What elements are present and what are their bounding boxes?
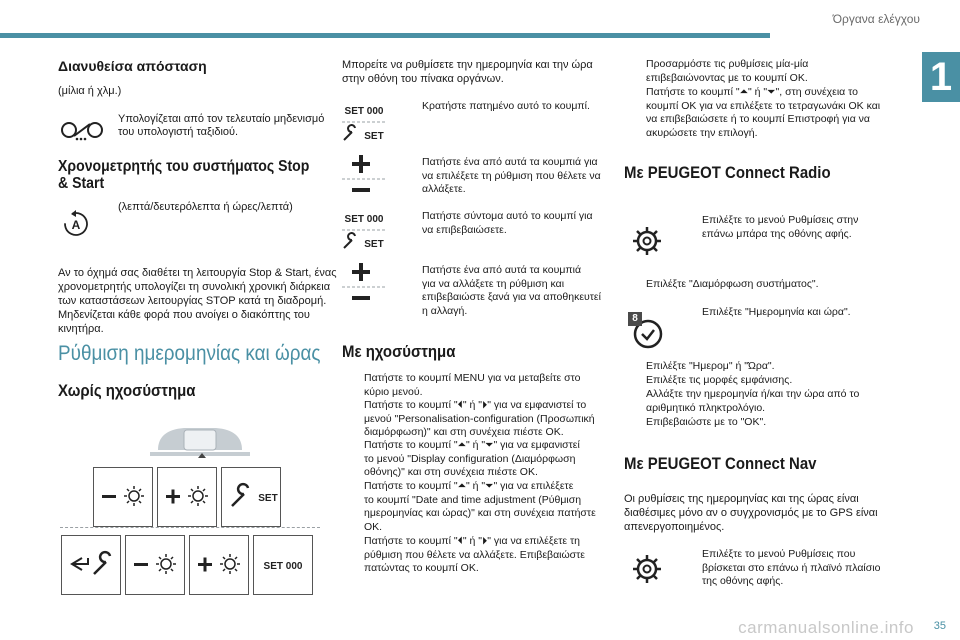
section-title: Όργανα ελέγχου [832, 12, 920, 26]
chapter-tab: 1 [922, 52, 960, 102]
intro-line-1: Μπορείτε να ρυθμίσετε την ημερομηνία και την ώρα [342, 59, 593, 71]
settings-gear-icon [630, 224, 664, 258]
nav-line-3: απενεργοποιημένος. [624, 521, 725, 533]
header-bar [0, 33, 770, 38]
stop-start-icon [62, 208, 90, 238]
key-minus-brightness[interactable] [93, 467, 153, 527]
set000-wrench-set-icon [340, 100, 388, 144]
page-number: 35 [933, 620, 946, 632]
stopstart-line-3: των καταστάσεων λειτουργίας STOP κατά τη διαδρομή. [58, 295, 327, 307]
distance-icon [60, 112, 106, 144]
plus-minus-icon [340, 154, 388, 198]
audio-title: Με ηχοσύστημα [342, 342, 456, 361]
no-audio-title: Χωρίς ηχοσύστημα [58, 381, 196, 400]
distance-units: (μίλια ή χλμ.) [58, 85, 122, 97]
key-set-000[interactable] [253, 535, 313, 595]
distance-desc-2: του υπολογιστή ταξιδιού. [118, 126, 239, 138]
stopstart-title-2: & Start [58, 175, 105, 192]
key-set000-label: SET 000 [263, 561, 303, 572]
radio-title: Με PEUGEOT Connect Radio [624, 163, 831, 182]
set000-wrench-set-icon-2 [340, 208, 388, 252]
stopstart-title-1: Χρονομετρητής του συστήματος Stop [58, 158, 310, 175]
stopstart-line-4: Μηδενίζεται κάθε φορά που ανοίγει ο διακόπτης του [58, 309, 310, 321]
instrument-cluster-icon [140, 420, 260, 464]
stopstart-line-5: κινητήρα. [58, 323, 104, 335]
key-minus-brightness-2[interactable] [125, 535, 185, 595]
step3-set000-label: SET 000 [344, 214, 384, 225]
intro-line-2: στην οθόνη του πίνακα οργάνων. [342, 73, 504, 85]
distance-desc-1: Υπολογίζεται από τον τελευταίο μηδενισμό [118, 113, 325, 125]
stopstart-units: (λεπτά/δευτερόλεπτα ή ώρες/λεπτά) [118, 201, 293, 213]
key-plus-brightness-2[interactable] [189, 535, 249, 595]
step1-set-label: SET [364, 131, 384, 142]
stopstart-line-2: χρονομετρητής υπολογίζει τη συνολική χρονική διάρκεια [58, 281, 331, 293]
distance-title: Διανυθείσα απόσταση [58, 58, 207, 74]
watermark: carmanualsonline.info [738, 618, 914, 637]
key-wrench-set[interactable] [221, 467, 281, 527]
step1-set000-label: SET 000 [344, 106, 384, 117]
nav-title: Με PEUGEOT Connect Nav [624, 454, 817, 473]
datetime-title: Ρύθμιση ημερομηνίας και ώρας [58, 342, 321, 365]
svg-text:A: A [71, 218, 81, 232]
key-back-wrench[interactable] [61, 535, 121, 595]
key-plus-brightness[interactable] [157, 467, 217, 527]
nav-line-1: Οι ρυθμίσεις της ημερομηνίας και της ώρας είναι [624, 493, 859, 505]
plus-minus-icon-2 [340, 262, 388, 306]
stopstart-line-1: Αν το όχημά σας διαθέτει τη λειτουργία Stop & Start, ένας [58, 267, 337, 279]
badge: 8 [628, 312, 642, 326]
step3-set-label: SET [364, 239, 384, 250]
nav-line-2: διαθέσιμες μόνο αν ο συγχρονισμός με το GPS είναι [624, 507, 878, 519]
key-set-label: SET [258, 493, 278, 504]
settings-gear-icon-2 [630, 552, 664, 586]
